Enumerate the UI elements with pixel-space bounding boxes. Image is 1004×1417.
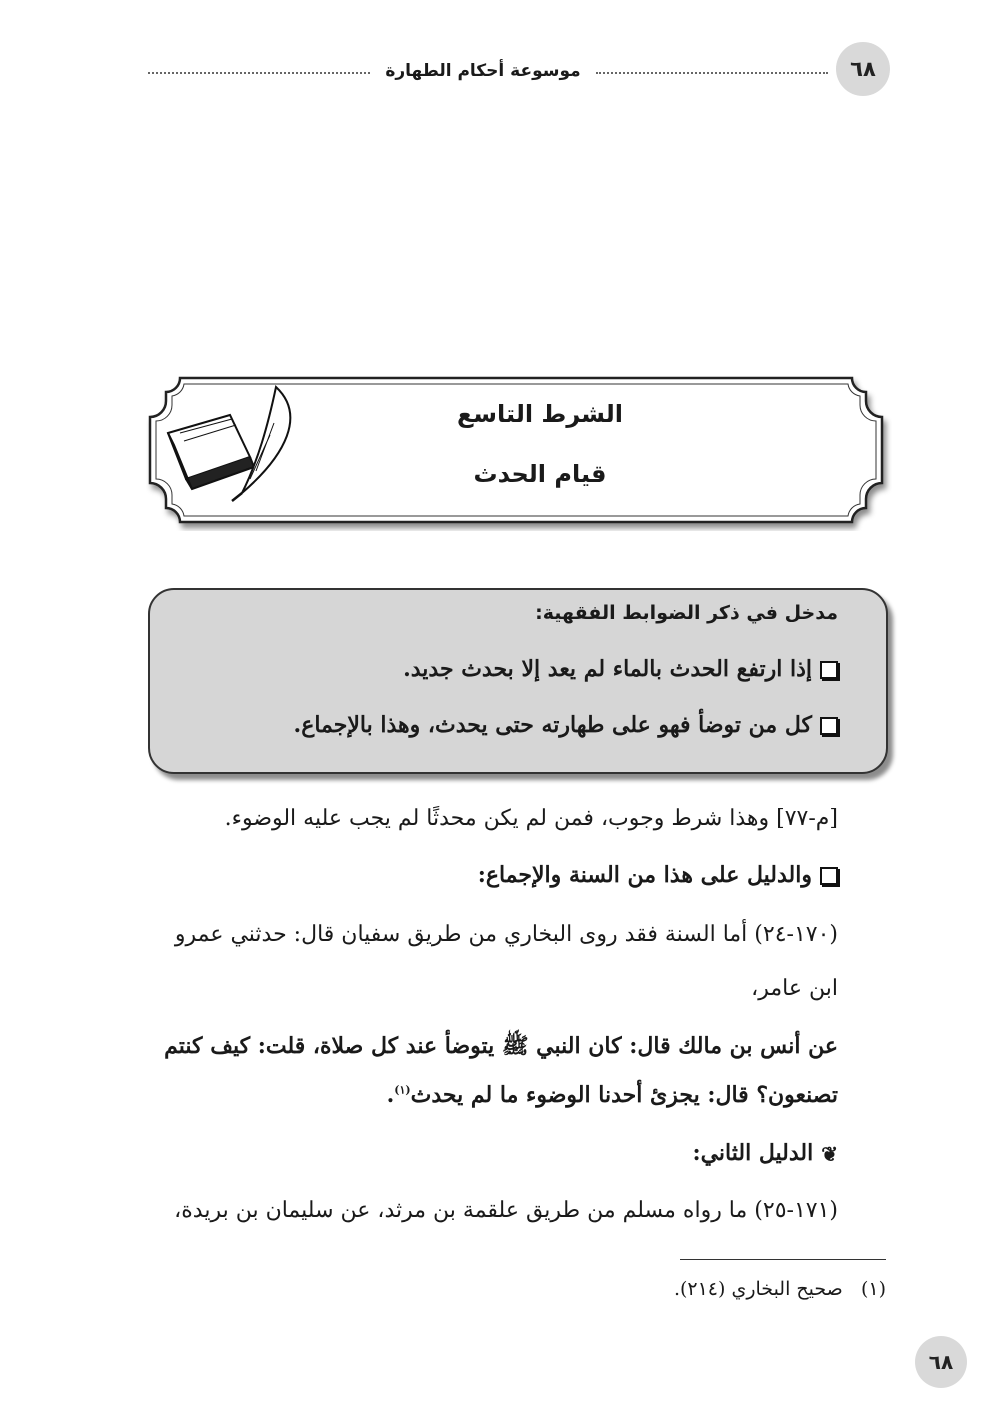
header-dotted-rule-right <box>596 72 828 74</box>
footnote-item: (١) صحيح البخاري (٢١٤). <box>673 1278 886 1300</box>
paragraph-hadith-171: (١٧١-٢٥) ما رواه مسلم من طريق علقمة بن مرثد، عن سليمان بن بريدة، <box>174 1198 838 1223</box>
chapter-subtitle: قيام الحدث <box>473 460 607 488</box>
chapter-frame <box>146 375 892 531</box>
footnote-separator <box>680 1259 886 1260</box>
footnote-ref[interactable]: (١) <box>394 1083 411 1097</box>
header-book-title: موسوعة أحكام الطهارة <box>385 61 581 81</box>
intro-item: كل من توضأ فهو على طهارته حتى يحدث، وهذا بالإجماع. <box>294 712 838 738</box>
header-dotted-rule-left <box>148 72 370 74</box>
intro-heading: مدخل في ذكر الضوابط الفقهية: <box>535 602 838 624</box>
second-evidence-heading: ❦الدليل الثاني: <box>692 1140 838 1166</box>
header-page-number: ٦٨ <box>836 42 890 96</box>
paragraph-hadith-170: (١٧٠-٢٤) أما السنة فقد روى البخاري من طريق سفيان قال: حدثني عمرو <box>174 922 838 947</box>
chapter-title: الشرط التاسع <box>457 400 623 428</box>
checkbox-icon <box>820 867 838 885</box>
footer-page-number: ٦٨ <box>915 1336 967 1388</box>
paragraph-condition: [م-٧٧] وهذا شرط وجوب، فمن لم يكن محدثًا لم يجب عليه الوضوء. <box>224 806 838 831</box>
hadith-text: عن أنس بن مالك قال: كان النبي ﷺ يتوضأ عند كل صلاة، قلت: كيف كنتم <box>164 1033 838 1059</box>
intro-item: إذا ارتفع الحدث بالماء لم يعد إلا بحدث جديد. <box>403 656 838 682</box>
checkbox-icon <box>820 661 838 679</box>
hadith-text-cont: تصنعون؟ قال: يجزئ أحدنا الوضوء ما لم يحدث$^{(١)}$. <box>386 1082 838 1108</box>
paragraph-hadith-170-cont: ابن عامر، <box>751 976 838 1001</box>
checkbox-icon <box>820 717 838 735</box>
leaf-bullet-icon: ❦ <box>821 1142 838 1166</box>
evidence-heading: والدليل على هذا من السنة والإجماع: <box>478 862 838 888</box>
